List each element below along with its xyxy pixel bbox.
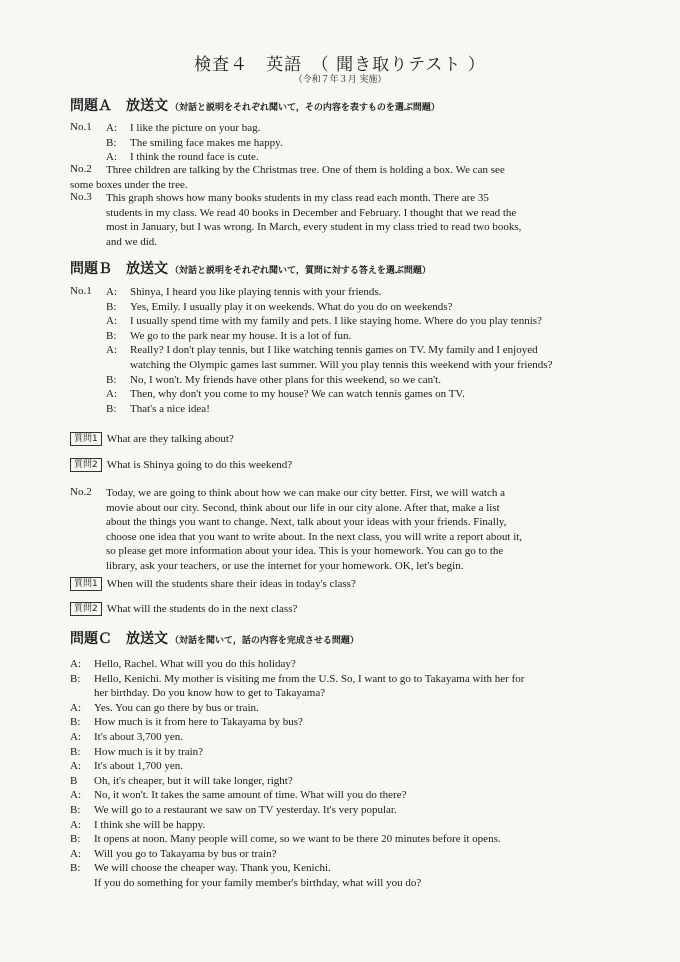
dialogue-line <box>70 832 620 847</box>
dialogue-line <box>70 847 620 862</box>
speaker: A: <box>70 789 81 802</box>
line-text: It opens at noon. Many people will come, so we want to be there 20 minutes before it opens. <box>94 833 501 846</box>
text-line: about the things you want to change. Next, talk about your ideas with your friends. Finally, <box>106 516 507 529</box>
text-line: so please get more information about your idea. This is your homework. You can go to the <box>106 545 504 558</box>
line-text: We go to the park near my house. It is a lot of fun. <box>130 329 352 342</box>
line-text: I think the round face is cute. <box>130 151 259 164</box>
line-text: Shinya, I heard you like playing tennis with your friends. <box>130 286 382 298</box>
a-no2-number: No.2 <box>70 163 92 175</box>
line-text: No, it won't. It takes the same amount of time. What will you do there? <box>94 789 407 802</box>
text-line: students in my class. We read 40 books in December and February. I thought that we read the <box>106 206 517 219</box>
section-a-label: 問題Ａ <box>70 98 112 114</box>
question-badge: 質問1 <box>70 577 102 591</box>
b-no2-number: No.2 <box>70 486 92 498</box>
speaker: B: <box>70 833 81 846</box>
dialogue-line <box>70 730 620 745</box>
a-no1-dialogue <box>106 121 616 165</box>
a-no1-number: No.1 <box>70 121 92 133</box>
dialogue-line <box>70 803 620 818</box>
question-text: What are they talking about? <box>106 433 234 445</box>
line-text: If you do something for your family member's birthday, what will you do? <box>94 876 422 889</box>
question-badge: 質問1 <box>70 432 102 446</box>
line-text: How much is it by train? <box>94 745 204 758</box>
c-dialogue <box>70 657 620 891</box>
page-subtitle: （令和７年３月 実施） <box>293 75 387 85</box>
speaker: A: <box>70 847 81 860</box>
dialogue-line <box>106 136 616 151</box>
question-text: What is Shinya going to do this weekend? <box>106 459 293 471</box>
dialogue-line <box>106 343 616 358</box>
speaker: A: <box>106 315 117 328</box>
dialogue-line <box>70 788 620 803</box>
line-text: Yes, Emily. I usually play it on weekends. What do you do on weekends? <box>130 300 453 313</box>
speaker: B: <box>106 402 117 415</box>
line-text: That's a nice idea! <box>130 402 210 415</box>
speaker: B: <box>106 329 117 342</box>
section-c-sub: 放送文 <box>126 631 168 647</box>
text-line: some boxes under the tree. <box>70 178 188 191</box>
line-text: Yes. You can go there by bus or train. <box>94 701 259 714</box>
question-text: What will the students do in the next class? <box>106 603 298 615</box>
speaker: B: <box>70 745 81 758</box>
dialogue-line <box>106 314 616 329</box>
speaker: A: <box>70 760 81 773</box>
text-line: choose one idea that you want to write about. In the next class, you will write a report about it, <box>106 530 523 543</box>
speaker: A: <box>106 344 117 357</box>
text-line: library, ask your teachers, or use the internet for your homework. OK, let's begin. <box>106 559 464 572</box>
section-b-sub: 放送文 <box>126 261 168 277</box>
a-no3-text <box>106 191 616 249</box>
dialogue-line <box>70 876 620 891</box>
a-no3-number: No.3 <box>70 191 92 203</box>
section-b-note: （対話と説明をそれぞれ聞いて，質問に対する答えを選ぶ問題） <box>170 266 431 276</box>
speaker: A: <box>70 658 81 670</box>
dialogue-line <box>70 657 620 672</box>
line-text: We will choose the cheaper way. Thank you, Kenichi. <box>94 862 331 875</box>
dialogue-line <box>70 715 620 730</box>
speaker: B: <box>106 136 117 149</box>
speaker: A: <box>106 388 117 401</box>
dialogue-line <box>106 300 616 315</box>
dialogue-line <box>70 759 620 774</box>
dialogue-line <box>70 701 620 716</box>
section-a-heading <box>70 95 630 115</box>
text-line: movie about our city. Second, think about our life in our city alone. After that, make a list <box>106 501 500 514</box>
page-title: 検査４ 英語 （ 聞き取りテスト ） <box>194 55 486 75</box>
speaker: A: <box>106 286 117 298</box>
speaker: B <box>70 774 78 787</box>
question-badge: 質問2 <box>70 458 102 472</box>
line-text: The smiling face makes me happy. <box>130 136 283 149</box>
line-text: Then, why don't you come to my house? We can watch tennis games on TV. <box>130 388 465 401</box>
b-no2-question-1 <box>70 577 356 591</box>
dialogue-line <box>70 861 620 876</box>
dialogue-line <box>106 387 616 402</box>
line-text: her birthday. Do you know how to get to Takayama? <box>94 687 326 700</box>
b-no1-question-1 <box>70 432 234 446</box>
line-text: How much is it from here to Takayama by bus? <box>94 716 303 729</box>
speaker: B: <box>106 300 117 313</box>
speaker: A: <box>70 818 81 831</box>
dialogue-line <box>106 285 616 300</box>
line-text: Hello, Kenichi. My mother is visiting me from the U.S. So, I want to go to Takayama with her for <box>94 672 525 685</box>
dialogue-line <box>106 358 616 373</box>
b-no2-question-2 <box>70 602 297 616</box>
b-no2-text <box>106 486 616 574</box>
speaker: A: <box>70 730 81 743</box>
dialogue-line <box>106 402 616 417</box>
b-no1-dialogue <box>106 285 616 416</box>
text-line: and we did. <box>106 235 158 248</box>
section-b-heading <box>70 258 630 278</box>
line-text: Hello, Rachel. What will you do this holiday? <box>94 658 296 670</box>
b-no1-question-2 <box>70 458 292 472</box>
text-line: Three children are talking by the Christmas tree. One of them is holding a box. We can see <box>106 164 505 176</box>
dialogue-line <box>106 373 616 388</box>
speaker: A: <box>106 151 117 164</box>
speaker: A: <box>106 122 117 134</box>
line-text: No, I won't. My friends have other plans for this weekend, so we can't. <box>130 373 441 386</box>
line-text: It's about 1,700 yen. <box>94 760 184 773</box>
line-text: It's about 3,700 yen. <box>94 730 184 743</box>
section-c-label: 問題Ｃ <box>70 631 112 647</box>
text-line: most in January, but I was wrong. In March, every student in my class tried to read two books, <box>106 221 522 234</box>
question-text: When will the students share their ideas in today's class? <box>106 578 356 590</box>
dialogue-line <box>70 818 620 833</box>
section-a-note: （対話と説明をそれぞれ聞いて，その内容を表すものを選ぶ問題） <box>170 103 440 113</box>
dialogue-line <box>70 774 620 789</box>
section-a-sub: 放送文 <box>126 98 168 114</box>
dialogue-line <box>70 745 620 760</box>
b-no1-number: No.1 <box>70 285 92 297</box>
line-text: Will you go to Takayama by bus or train? <box>94 847 277 860</box>
speaker: B: <box>106 373 117 386</box>
text-line: Today, we are going to think about how we can make our city better. First, we will watch a <box>106 487 505 499</box>
dialogue-line <box>106 121 616 136</box>
line-text: I usually spend time with my family and pets. I like staying home. Where do you play tennis? <box>130 315 542 328</box>
line-text: Really? I don't play tennis, but I like watching tennis games on TV. My family and I enjoyed <box>130 344 538 357</box>
text-line: This graph shows how many books students in my class read each month. There are 35 <box>106 192 489 204</box>
section-b-label: 問題Ｂ <box>70 261 112 277</box>
line-text: We will go to a restaurant we saw on TV yesterday. It's very popular. <box>94 803 397 816</box>
speaker: B: <box>70 862 81 875</box>
section-c-note: （対話を聞いて，話の内容を完成させる問題） <box>170 636 359 646</box>
line-text: I like the picture on your bag. <box>130 122 261 134</box>
speaker: B: <box>70 672 81 685</box>
speaker: B: <box>70 803 81 816</box>
section-c-heading <box>70 628 630 648</box>
dialogue-line <box>106 329 616 344</box>
line-text: watching the Olympic games last summer. Will you play tennis this weekend with your friends? <box>130 358 553 371</box>
speaker: A: <box>70 701 81 714</box>
speaker: B: <box>70 716 81 729</box>
line-text: I think she will be happy. <box>94 818 206 831</box>
dialogue-line <box>70 686 620 701</box>
dialogue-line <box>70 672 620 687</box>
line-text: Oh, it's cheaper, but it will take longer, right? <box>94 774 293 787</box>
question-badge: 質問2 <box>70 602 102 616</box>
